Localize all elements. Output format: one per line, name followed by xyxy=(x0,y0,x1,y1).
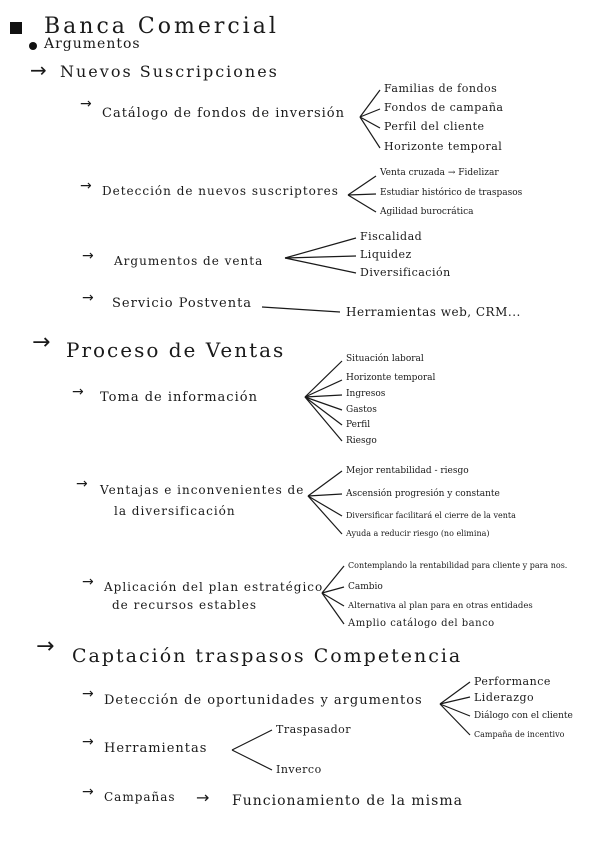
child-label: Amplio catálogo del banco xyxy=(348,618,495,629)
child-label: Riesgo xyxy=(346,436,377,446)
child-label: Fondos de campaña xyxy=(384,101,504,114)
item-label: Detección de oportunidades y argumentos xyxy=(104,693,423,708)
page-subtitle: Argumentos xyxy=(44,36,141,52)
catalogo-fan-lines xyxy=(360,90,380,148)
child-label: Ingresos xyxy=(346,389,386,399)
deteccion-fan-lines xyxy=(348,176,376,212)
item-arrow-icon: → xyxy=(82,686,94,702)
item-arrow-icon: → xyxy=(82,248,94,264)
section-heading: Captación traspasos Competencia xyxy=(72,645,463,667)
child-label: Horizonte temporal xyxy=(384,140,503,153)
child-label: Agilidad burocrática xyxy=(380,207,474,217)
item-label: Herramientas xyxy=(104,741,208,756)
item-arrow-icon: → xyxy=(72,384,84,400)
child-label: Campaña de incentivo xyxy=(474,730,565,739)
herramientas-fan-lines xyxy=(232,730,272,770)
oportunidades-fan-lines xyxy=(440,682,470,735)
child-label: Diversificación xyxy=(360,266,451,279)
page-title: Banca Comercial xyxy=(44,14,279,39)
section-heading: Proceso de Ventas xyxy=(66,338,286,362)
argumentos-fan-lines xyxy=(285,238,356,273)
postventa-line xyxy=(262,307,340,312)
section-arrow-icon: → xyxy=(36,634,55,659)
child-label: Traspasador xyxy=(276,723,352,736)
child-label: Performance xyxy=(474,675,551,688)
item-label: Catálogo de fondos de inversión xyxy=(102,106,346,121)
child-label: Fiscalidad xyxy=(360,230,423,243)
child-label: Diálogo con el cliente xyxy=(474,711,573,721)
child-label: Inverco xyxy=(276,763,322,776)
child-label: Ascensión progresión y constante xyxy=(346,489,500,499)
child-label: Ayuda a reducir riesgo (no elimina) xyxy=(346,529,490,538)
item-label: Argumentos de venta xyxy=(114,254,264,268)
item-arrow-icon: → xyxy=(76,476,88,492)
item-label: Servicio Postventa xyxy=(112,296,253,311)
aplicacion-fan-lines xyxy=(322,566,344,624)
child-label: Venta cruzada → Fidelizar xyxy=(380,168,499,178)
section-arrow-icon: → xyxy=(30,58,47,82)
item-arrow-icon: → xyxy=(80,178,92,194)
child-label: Situación laboral xyxy=(346,354,424,364)
toma-fan-lines xyxy=(305,361,342,441)
child-label: Funcionamiento de la misma xyxy=(232,793,463,809)
item-arrow-icon: → xyxy=(82,734,94,750)
item-label: Ventajas e inconvenientes de xyxy=(100,483,305,497)
item-label-continued: de recursos estables xyxy=(112,598,257,612)
item-label-continued: la diversificación xyxy=(114,504,236,518)
item-label: Campañas xyxy=(104,790,176,804)
child-label: Liquidez xyxy=(360,248,412,261)
child-label: Diversificar facilitará el cierre de la venta xyxy=(346,511,516,520)
child-label: Cambio xyxy=(348,582,383,592)
item-arrow-icon: → xyxy=(196,788,210,807)
item-arrow-icon: → xyxy=(82,574,94,590)
child-label: Perfil del cliente xyxy=(384,120,485,133)
child-label: Estudiar histórico de traspasos xyxy=(380,188,523,198)
child-label: Perfil xyxy=(346,420,371,430)
item-arrow-icon: → xyxy=(82,784,94,800)
child-label: Contemplando la rentabilidad para cliente y para nos. xyxy=(348,561,568,570)
item-label: Aplicación del plan estratégico xyxy=(104,580,324,594)
child-label: Familias de fondos xyxy=(384,82,498,95)
ventajas-fan-lines xyxy=(308,471,342,534)
item-label: Detección de nuevos suscriptores xyxy=(102,184,339,198)
section-arrow-icon: → xyxy=(32,330,51,355)
item-arrow-icon: → xyxy=(80,96,92,112)
child-label: Alternativa al plan para en otras entidades xyxy=(348,601,533,611)
child-label: Liderazgo xyxy=(474,691,535,704)
item-arrow-icon: → xyxy=(82,290,94,306)
child-label: Herramientas web, CRM... xyxy=(346,305,521,319)
child-label: Mejor rentabilidad - riesgo xyxy=(346,466,469,476)
child-label: Gastos xyxy=(346,405,377,415)
child-label: Horizonte temporal xyxy=(346,373,436,383)
section-heading: Nuevos Suscripciones xyxy=(60,62,279,81)
item-label: Toma de información xyxy=(100,390,258,405)
